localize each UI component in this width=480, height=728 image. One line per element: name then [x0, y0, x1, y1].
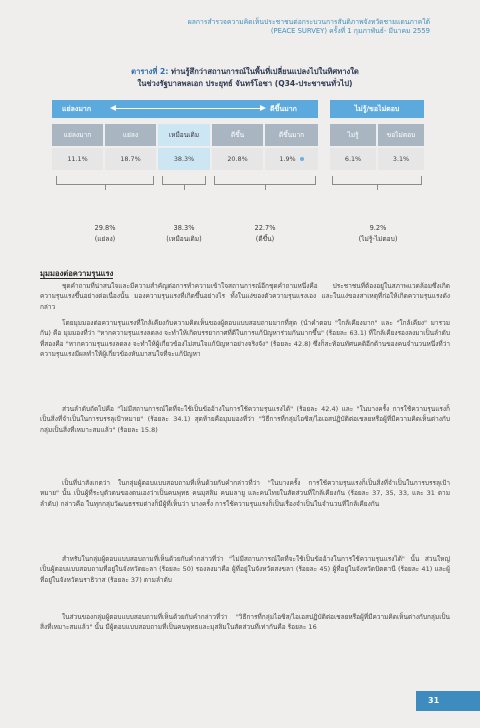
paragraph-6-text: ในส่วนของกลุ่มผู้ตอบแบบสอบถามที่เห็นด้วยกับคำกล่าวที่ว่า "วิธีการที่กลุ่มไอซิส/ไอเอสปฏิบัติต่อเชลยหรือผู้ที่มีความคิดเห็นต่างกับกลุ่มเป็นสิ่งที่เหมาะสมแล้ว" นั้น มีผู้ตอบแบบสอบถามที่เป็นคนพุทธและมุสลิมในสัดส่วนที่เท่ากันคือ ร้อยละ 16: [40, 613, 450, 632]
paragraph-3-text: ส่วนลำดับถัดไปคือ "ไม่มีสถานการณ์ใดที่จะใช้เป็นข้ออ้างในการใช้ความรุนแรงได้" (ร้อยละ 42.4) และ "ในบางครั้ง การใช้ความรุนแรงก็เป็นสิ่งที่จำเป็นในการบรรลุเป้าหมาย" (ร้อยละ 34.1) สุดท้ายคือมุมมองที่ว่า "วิธีการที่กลุ่มไอซิส/ไอเอสปฏิบัติต่อเชลยหรือผู้ที่มีความคิดเห็นต่างกับกลุ่มเป็นสิ่งที่เหมาะสมแล้ว" (ร้อยละ 15.8): [40, 405, 450, 434]
summary-same: [149, 223, 219, 245]
paragraph-5-text: สำหรับในกลุ่มผู้ตอบแบบสอบถามที่เห็นด้วยกับคำกล่าวที่ว่า "ไม่มีสถานการณ์ใดที่จะใช้เป็นข้ออ้างในการใช้ความรุนแรงได้" นั้น ส่วนใหญ่เป็นผู้ตอบแบบสอบถามที่อยู่ในจังหวัดยะลา (ร้อยละ 50) รองลงมาคือ ผู้ที่อยู่ในจังหวัดสงขลา (ร้อยละ 45) ผู้ที่อยู่ในจังหวัดปัตตานี (ร้อยละ 41) และผู้ที่อยู่ในจังหวัดนราธิวาส (ร้อยละ 37) ตามลำดับ: [40, 555, 450, 584]
bracket-same: [162, 176, 206, 190]
col-header-worse: แย่ลง: [105, 124, 156, 146]
running-header-line2: (PEACE SURVEY) ครั้งที่ 1 กุมภาพันธ์- มีนาคม 2559: [270, 27, 430, 35]
paragraph-4: [40, 478, 450, 509]
paragraph-2-text: โดยมุมมองต่อความรุนแรงที่ใกล้เคียงกับความคิดเห็นของผู้ตอบแบบสอบถามมากที่สุด (นำคำตอบ "ใกล้เคียงมาก" และ "ใกล้เคียง" มารวมกัน) คือ มุมมองที่ว่า "หากความรุนแรงลดลง จะทำให้เกิดบรรยากาศที่ดีในการแก้ปัญหาร่วมกันมากขึ้น" (ร้อยละ 63.1) ที่ใกล้เคียงรองลงมาเป็นลำดับที่สองคือ "หากความรุนแรงลดลง จะทำให้ผู้เกี่ยวข้องไม่สนใจแก้ปัญหาอย่างจริงจัง" (ร้อยละ 42.8) ซึ่งก็สะท้อนทัศนคติอีกด้านของคนจำนวนหนึ่งที่ว่า ความรุนแรงมีผลทำให้ผู้เกี่ยวข้องหันมาสนใจที่จะแก้ปัญหา: [40, 319, 450, 358]
col-header-same: เหมือนเดิม: [158, 124, 210, 146]
paragraph-4-text: เป็นที่น่าสังเกตว่า ในกลุ่มผู้ตอบแบบสอบถามที่เห็นด้วยกับคำกล่าวที่ว่า "ในบางครั้ง การใช้ความรุนแรงก็เป็นสิ่งที่จำเป็นในการบรรลุเป้าหมาย" นั้น เป็นผู้ที่ระบุตัวตนของตนเองว่าเป็นคนพุทธ คนมุสลิม คนมลายู และคนไทยในสัดส่วนที่ใกล้เคียงกัน (ร้อยละ 37, 35, 33, และ 31 ตามลำดับ) กล่าวคือ ในทุกกลุ่มวัฒนธรรมต่างก็มีผู้ที่เห็นว่า บางครั้ง การใช้ความรุนแรงก็เป็นเรื่องจำเป็นในจำนวนที่ใกล้เคียงกัน: [40, 479, 450, 508]
scale-header: [52, 100, 318, 118]
bracket-better: [214, 176, 316, 190]
value-much-better: 1.9%: [279, 155, 296, 163]
summary-worse: [70, 223, 140, 245]
table-caption-line1: ท่านรู้สึกว่าสถานการณ์ในพื้นที่เปลี่ยนแปลงไปในทิศทางใด: [171, 67, 359, 76]
summary-dont-know-value: 9.2%: [369, 224, 387, 232]
value-same: 38.3%: [158, 148, 210, 170]
scale-right-label: ดีขึ้นมาก: [270, 105, 297, 113]
page-number: 31: [416, 691, 480, 711]
table-caption-label: ตารางที่ 2:: [131, 67, 169, 76]
scale-arrow-line: [114, 108, 262, 109]
bracket-dont-know: [332, 176, 422, 190]
summary-better: [230, 223, 300, 245]
paragraph-6: [40, 612, 450, 633]
scale-left-label: แย่ลงมาก: [62, 105, 92, 113]
summary-worse-label: (แย่ลง): [94, 235, 116, 243]
value-dont-know: 6.1%: [330, 148, 376, 170]
value-no-answer: 3.1%: [378, 148, 424, 170]
paragraph-5: [40, 554, 450, 585]
summary-same-label: (เหมือนเดิม): [166, 235, 202, 243]
paragraph-1: [40, 281, 450, 312]
col-header-much-worse: แย่ลงมาก: [52, 124, 103, 146]
col-header-dont-know: ไม่รู้: [330, 124, 376, 146]
paragraph-2: [40, 318, 450, 359]
running-header: [130, 18, 430, 36]
bracket-worse: [56, 176, 154, 190]
table-caption-line2: ในช่วงรัฐบาลพลเอก ประยุทธ์ จันทร์โอชา (Q34-ประชาชนทั่วไป): [137, 79, 353, 88]
value-much-worse: 11.1%: [52, 148, 103, 170]
summary-same-value: 38.3%: [173, 224, 195, 232]
col-header-no-answer: ขอไม่ตอบ: [378, 124, 424, 146]
summary-dont-know-label: (ไม่รู้-ไม่ตอบ): [358, 235, 398, 243]
dk-header-label: ไม่รู้/ขอไม่ตอบ: [354, 105, 400, 113]
summary-better-label: (ดีขึ้น): [255, 235, 275, 243]
paragraph-1-text: ชุดคำถามที่น่าสนใจและมีความสำคัญต่อการทำความเข้าใจสถานการณ์อีกชุดคำถามหนึ่งคือ ประชาชนที่ต้องอยู่ในสภาพแวดล้อมซึ่งเกิดความรุนแรงขึ้นอย่างต่อเนื่องนั้น มองความรุนแรงที่เกิดขึ้นอย่างไร ทั้งในแง่ของตัวความรุนแรงเอง และในแง่ของสาเหตุที่ก่อให้เกิดความรุนแรงดังกล่าว: [40, 282, 450, 311]
paragraph-3: [40, 404, 450, 435]
running-header-line1: ผลการสำรวจความคิดเห็นประชาชนต่อกระบวนการสันติภาพจังหวัดชายแดนภาคใต้: [187, 18, 430, 26]
dk-header: [330, 100, 424, 118]
summary-worse-value: 29.8%: [94, 224, 116, 232]
arrow-right-icon: [260, 105, 266, 111]
value-much-better-cell: [265, 148, 318, 170]
col-header-much-better: ดีขึ้นมาก: [265, 124, 318, 146]
dot-marker-icon: [300, 157, 304, 161]
summary-better-value: 22.7%: [254, 224, 276, 232]
col-header-better: ดีขึ้น: [212, 124, 263, 146]
section-title: มุมมองต่อความรุนแรง: [40, 269, 114, 278]
table-caption: [100, 66, 390, 90]
value-better: 20.8%: [212, 148, 263, 170]
summary-dont-know: [343, 223, 413, 245]
value-worse: 18.7%: [105, 148, 156, 170]
